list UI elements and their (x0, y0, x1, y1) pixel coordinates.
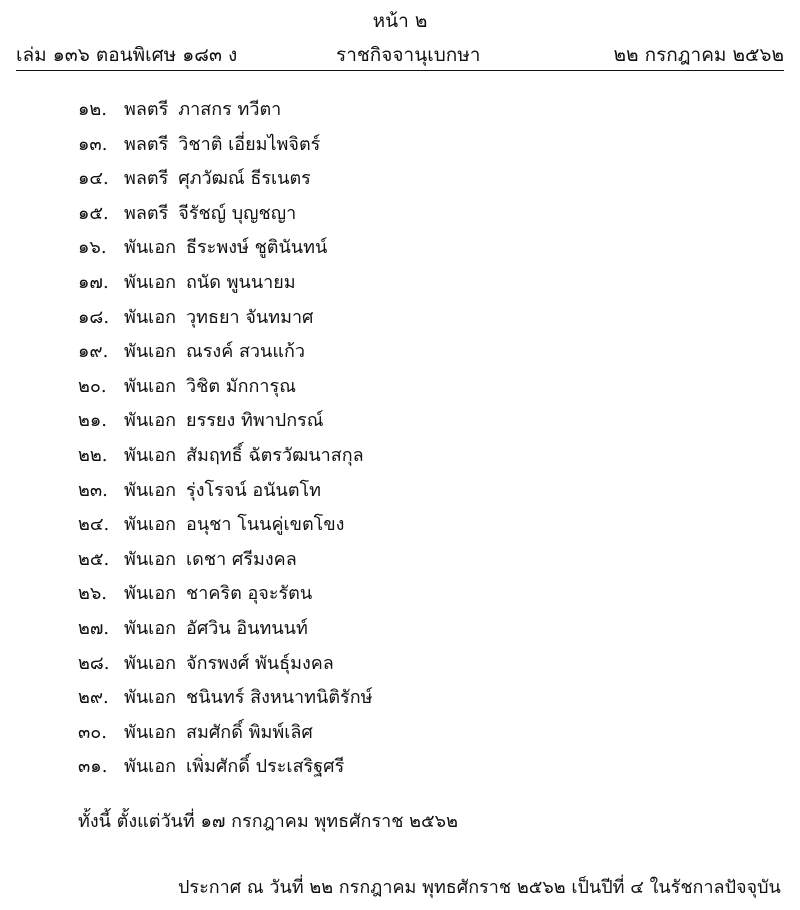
entry-name: อนุชา โนนคู่เขตโขง (186, 514, 345, 536)
entry-rank: พลตรี (124, 202, 169, 224)
entry-number: ๑๔. (78, 168, 109, 190)
entry-rank: พันเอก (124, 687, 177, 709)
volume-issue: เล่ม ๑๓๖ ตอนพิเศษ ๑๘๓ ง (16, 44, 238, 66)
entry-rank: พันเอก (124, 583, 177, 605)
entry-rank: พันเอก (124, 514, 177, 536)
entry-name: ณรงค์ สวนแก้ว (186, 341, 305, 363)
list-item (78, 335, 372, 370)
entry-rank: พันเอก (124, 341, 177, 363)
list-item (78, 647, 372, 682)
entry-name: สมศักดิ์ พิมพ์เลิศ (186, 721, 313, 743)
entry-rank: พลตรี (124, 133, 169, 155)
entry-number: ๑๙. (78, 341, 109, 363)
list-item (78, 128, 372, 163)
entry-name: สัมฤทธิ์ ฉัตรวัฒนาสกุล (186, 444, 364, 466)
header-divider (16, 70, 784, 71)
effective-date-line: ทั้งนี้ ตั้งแต่วันที่ ๑๗ กรกฎาคม พุทธศักราช ๒๕๖๒ (78, 811, 458, 832)
entry-name: วิชิต มักการุณ (186, 375, 296, 397)
entry-name: อัศวิน อินทนนท์ (186, 617, 308, 639)
entry-rank: พลตรี (124, 168, 169, 190)
entry-number: ๒๕. (78, 548, 110, 570)
issue-date: ๒๒ กรกฎาคม ๒๕๖๒ (613, 44, 784, 66)
entry-name: ชาคริต อุจะรัตน (186, 583, 313, 605)
entry-number: ๒๐. (78, 375, 107, 397)
entry-number: ๒๒. (78, 444, 108, 466)
entry-rank: พันเอก (124, 410, 177, 432)
entry-number: ๒๖. (78, 583, 108, 605)
entry-rank: พลตรี (124, 99, 169, 120)
entry-number: ๒๓. (78, 479, 108, 501)
list-item (78, 439, 372, 474)
entry-number: ๓๐. (78, 721, 108, 743)
entry-rank: พันเอก (124, 479, 177, 501)
entry-name: วิชาติ เอี่ยมไพจิตร์ (178, 133, 321, 155)
entry-number: ๑๘. (78, 306, 110, 328)
entry-number: ๑๓. (78, 133, 108, 155)
list-item (78, 750, 372, 785)
entry-name: เพิ่มศักดิ์ ประเสริฐศรี (186, 756, 345, 778)
entry-name: จีรัชญ์ บุญชญา (178, 202, 297, 224)
list-item (78, 404, 372, 439)
entry-number: ๒๑. (78, 410, 108, 432)
list-item (78, 577, 372, 612)
entry-rank: พันเอก (124, 375, 177, 397)
list-item (78, 612, 372, 647)
list-item (78, 162, 372, 197)
entry-name: ชนินทร์ สิงหนาทนิติรักษ์ (186, 687, 373, 709)
gazette-title: ราชกิจจานุเบกษา (336, 44, 481, 66)
entry-number: ๑๕. (78, 202, 109, 224)
entry-name: วุทธยา จันทมาศ (186, 306, 314, 328)
entry-number: ๑๖. (78, 237, 107, 259)
entry-name: ยรรยง ทิพาปกรณ์ (186, 410, 324, 432)
entry-rank: พันเอก (124, 652, 177, 674)
list-item (78, 93, 372, 128)
list-item (78, 508, 372, 543)
list-item (78, 716, 372, 751)
entry-rank: พันเอก (124, 617, 177, 639)
page-number: หน้า ๒ (372, 10, 428, 32)
entry-rank: พันเอก (124, 548, 177, 570)
entry-name: เดชา ศรีมงคล (186, 548, 297, 570)
entry-number: ๒๔. (78, 514, 110, 536)
entry-name: ศุภวัฒณ์ ธีรเนตร (178, 168, 311, 190)
entry-name: ธีระพงษ์ ชูตินันทน์ (186, 237, 328, 259)
list-item (78, 197, 372, 232)
list-item (78, 681, 372, 716)
entry-number: ๑๒. (78, 99, 108, 120)
entry-number: ๒๙. (78, 687, 109, 709)
entry-rank: พันเอก (124, 444, 177, 466)
list-item (78, 301, 372, 336)
entry-number: ๓๑. (78, 756, 108, 778)
list-item (78, 266, 372, 301)
announcement-line: ประกาศ ณ วันที่ ๒๒ กรกฎาคม พุทธศักราช ๒๕๖๒ เป็นปีที่ ๔ ในรัชกาลปัจจุบัน (178, 877, 781, 898)
entry-rank: พันเอก (124, 237, 177, 259)
list-item (78, 543, 372, 578)
entry-name: ถนัด พูนนายม (186, 271, 296, 293)
list-item (78, 474, 372, 509)
list-item (78, 231, 372, 266)
list-item (78, 370, 372, 405)
entry-name: ภาสกร ทวีตา (178, 99, 282, 120)
entry-number: ๒๗. (78, 617, 110, 639)
entry-name: รุ่งโรจน์ อนันตโท (186, 479, 322, 501)
entry-rank: พันเอก (124, 721, 177, 743)
entry-number: ๒๘. (78, 652, 110, 674)
entry-rank: พันเอก (124, 271, 177, 293)
entry-name: จักรพงศ์ พันธุ์มงคล (186, 652, 334, 674)
name-list (78, 93, 372, 785)
entry-number: ๑๗. (78, 271, 109, 293)
entry-rank: พันเอก (124, 306, 177, 328)
entry-rank: พันเอก (124, 756, 177, 778)
